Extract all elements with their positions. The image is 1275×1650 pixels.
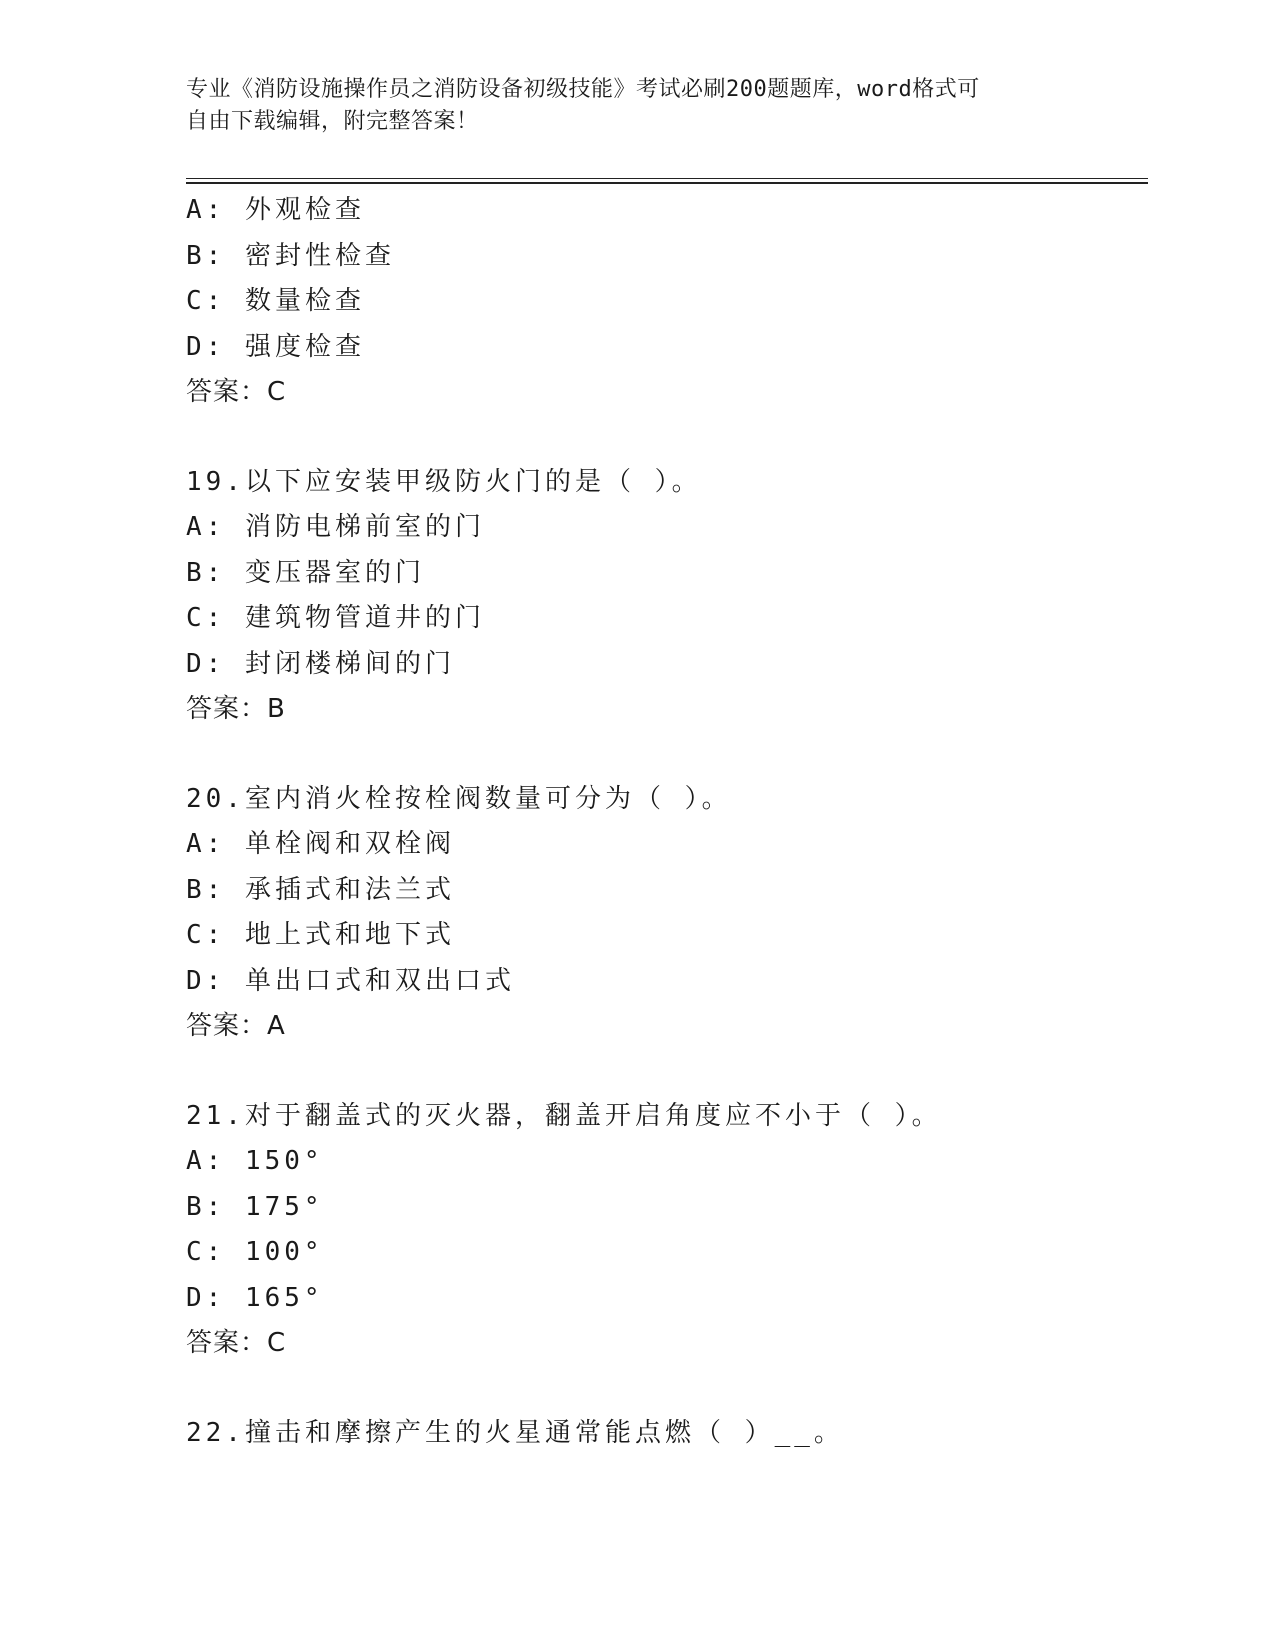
question-21-block	[186, 1094, 1146, 1367]
header-divider-thick	[186, 182, 1148, 184]
q21-option-b: B: 175°	[186, 1191, 324, 1222]
q21-question: 21.对于翻盖式的灭火器，翻盖开启角度应不小于（ ）。	[186, 1100, 942, 1131]
q19-answer: 答案：B	[186, 694, 286, 724]
header-divider-thin	[186, 178, 1148, 179]
q19-option-d: D: 封闭楼梯间的门	[186, 648, 455, 679]
q18-answer: 答案：C	[186, 377, 287, 407]
q20-question: 20.室内消火栓按栓阀数量可分为（ ）。	[186, 783, 732, 814]
q18-option-d: D: 强度检查	[186, 331, 365, 362]
q18-option-b: B: 密封性检查	[186, 240, 395, 271]
q20-option-d: D: 单出口式和双出口式	[186, 965, 515, 996]
q19-option-c: C: 建筑物管道井的门	[186, 603, 485, 633]
spacer	[186, 1367, 1146, 1411]
question-19-block	[186, 460, 1146, 733]
spacer	[186, 416, 1146, 460]
q19-option-a: A: 消防电梯前室的门	[186, 512, 485, 542]
q20-answer: 答案：A	[186, 1011, 286, 1041]
question-18-block	[186, 188, 1146, 416]
header-line-2: 自由下载编辑，附完整答案！	[186, 109, 479, 134]
q18-option-a: A: 外观检查	[186, 195, 365, 225]
q20-option-b: B: 承插式和法兰式	[186, 874, 455, 905]
question-22-block	[186, 1411, 1146, 1457]
question-20-block	[186, 777, 1146, 1050]
q20-option-a: A: 单栓阀和双栓阀	[186, 829, 455, 859]
q21-answer: 答案：C	[186, 1328, 287, 1358]
header-line-1: 专业《消防设施操作员之消防设备初级技能》考试必刷200题题库，word格式可	[186, 77, 980, 102]
document-header	[186, 74, 1066, 138]
q19-option-b: B: 变压器室的门	[186, 557, 425, 588]
q21-option-a: A: 150°	[186, 1146, 324, 1176]
q21-option-d: D: 165°	[186, 1282, 324, 1313]
q20-option-c: C: 地上式和地下式	[186, 920, 455, 950]
q21-option-c: C: 100°	[186, 1237, 324, 1267]
q19-question: 19.以下应安装甲级防火门的是（ ）。	[186, 466, 702, 497]
spacer	[186, 733, 1146, 777]
spacer	[186, 1050, 1146, 1094]
q18-option-c: C: 数量检查	[186, 286, 365, 316]
question-list	[186, 188, 1146, 1456]
q22-question: 22.撞击和摩擦产生的火星通常能点燃（ ）__。	[186, 1417, 844, 1448]
